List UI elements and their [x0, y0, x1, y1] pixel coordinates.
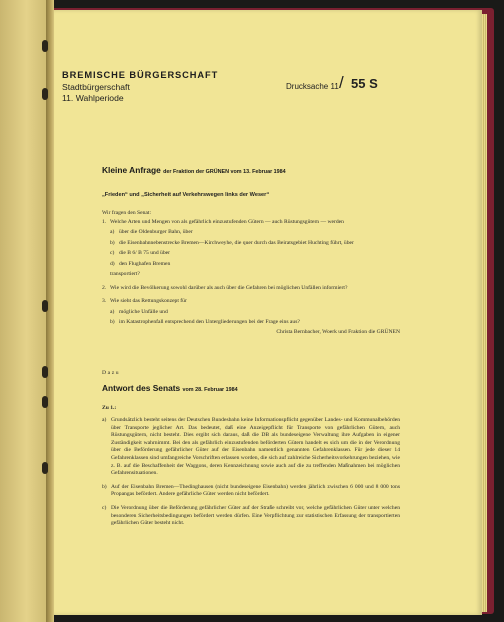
left-page-edge: [0, 0, 48, 622]
paragraph-text: Die Verordnung über die Beförderung gefährlicher Güter auf der Straße schreibt vor, welche gefährlichen Güter unter welchen besonderen Sicherheitsbedingungen befördert werden dürfen. Eine Verpflichtung zur statistischen Erfassung der transportierten gefährlichen Güter besteht nicht.: [111, 504, 400, 527]
paragraph-text: Grundsätzlich besteht seitens der Deutschen Bundesbahn keine Informationspflicht gegenüber Landes- und Kommunalbehörden über Transporte jeglicher Art. Das bedeutet, daß eine Anzeigepflicht für Transporte von gefährlichen Gütern, auch Rüstungsgütern, nicht besteht. Dies ergibt sich daraus, daß die DB als bundeseigene Verwaltung ihre Aufgaben in eigener Zuständigkeit wahrnimmt. Bei den als gefährlich einzustufenden beförderten Gütern handelt es sich um die in der Verordnung über die Beförderung gefährlicher Güter auf der Eisenbahn namentlich genannten Gefahrenklassen. Für jede dieser 14 Gefahrenklassen sind umfangreiche Vorschriften erlassen worden, die sich auf zahlreiche Sicherheitsvorkehrungen beziehen, wie z. B. auf die Beschaffenheit der Waggons, deren Kennzeichnung sowie auch auf die zu treffenden Maßnahmen bei möglichen Gefahrensituationen.: [111, 417, 401, 477]
question-intro: Wir fragen den Senat:: [102, 210, 152, 216]
question-text: Wie wird die Bevölkerung sowohl darüber als auch über die Gefahren bei möglichen Unfällen informiert?: [110, 284, 348, 291]
answer-paragraph: [102, 484, 400, 499]
punch-hole: [42, 40, 48, 52]
punch-hole: [42, 300, 48, 312]
list-item: [110, 250, 400, 258]
answer-section: Zu 1.:: [102, 405, 117, 411]
item-text: im Katastrophenfall entsprechend den Untergliederungen bei der Frage eins aus?: [119, 318, 300, 325]
question-number: 1.: [102, 219, 107, 225]
list-item: [110, 229, 400, 237]
list-item: [110, 319, 400, 327]
question-text: Welche Arten und Mengen von als gefährlich einzustufenden Gütern — auch Rüstungsgütern — werden: [110, 219, 344, 225]
punch-hole: [42, 462, 48, 474]
signers: Christa Bernbacher, Woerk und Fraktion die GRÜNEN: [276, 329, 400, 336]
question-heading: [102, 165, 286, 175]
punch-hole: [42, 396, 48, 408]
paragraph-letter: c): [102, 504, 107, 511]
item-text: die B 6/ B 75 und über: [119, 250, 170, 257]
answer-paragraph: [102, 505, 400, 528]
question-text: Wie sieht das Rettungskonzept für: [110, 298, 187, 305]
item-text: mögliche Unfälle und: [119, 308, 168, 315]
paragraph-letter: b): [102, 483, 107, 490]
document-page: [54, 10, 482, 615]
item-text: den Flughafen Bremen: [119, 260, 171, 267]
item-letter: a): [110, 308, 115, 315]
dazu-label: Dazu: [102, 370, 121, 376]
parliament-name: BREMISCHE BÜRGERSCHAFT: [62, 70, 219, 80]
answer-body: [102, 417, 400, 534]
item-letter: a): [110, 229, 115, 236]
drucksache-number: 55 S: [351, 76, 378, 91]
answer-title: Antwort des Senats: [102, 383, 181, 393]
question-item: [102, 285, 400, 293]
paragraph-text: Auf der Eisenbahn Bremen—Thedinghausen (nicht bundeseigene Eisenbahn) werden jährlich zwischen 6 000 und 8 000 tons Propangas befördert. Andere gefährliche Güter werden nicht befördert.: [111, 483, 400, 498]
list-item: [110, 309, 400, 317]
item-letter: d): [110, 260, 115, 267]
paragraph-letter: a): [102, 417, 107, 423]
item-letter: b): [110, 239, 115, 246]
question-title: Kleine Anfrage: [102, 165, 161, 175]
item-letter: c): [110, 250, 115, 257]
drucksache-slash: /: [339, 73, 344, 92]
question-end: transportiert?: [110, 270, 140, 277]
electoral-period: 11. Wahlperiode: [62, 93, 124, 103]
list-item: [110, 240, 400, 248]
question-item: [102, 298, 400, 306]
question-number: 2.: [102, 284, 107, 291]
page-stack-edge: [482, 14, 487, 612]
question-subtitle: der Fraktion der GRÜNEN vom 13. Februar 1984: [163, 169, 286, 175]
question-body: [102, 219, 400, 337]
question-subject: „Frieden“ und „Sicherheit auf Verkehrswegen links der Weser“: [102, 192, 270, 198]
list-item: [110, 261, 400, 269]
question-number: 3.: [102, 298, 107, 305]
item-letter: b): [110, 318, 115, 325]
item-text: über die Oldenburger Bahn, über: [119, 229, 193, 236]
answer-paragraph: [102, 417, 400, 478]
answer-heading: [102, 383, 238, 393]
drucksache-label: Drucksache 11: [286, 82, 339, 91]
item-text: die Eisenbahnnebenstrecke Bremen—Kirchweyhe, die quer durch das Beiratsgebiet Huchting führt, über: [119, 239, 354, 246]
punch-hole: [42, 88, 48, 100]
punch-hole: [42, 366, 48, 378]
house-name: Stadtbürgerschaft: [62, 82, 130, 92]
answer-subtitle: vom 28. Februar 1984: [182, 387, 238, 393]
question-item: [102, 219, 400, 227]
